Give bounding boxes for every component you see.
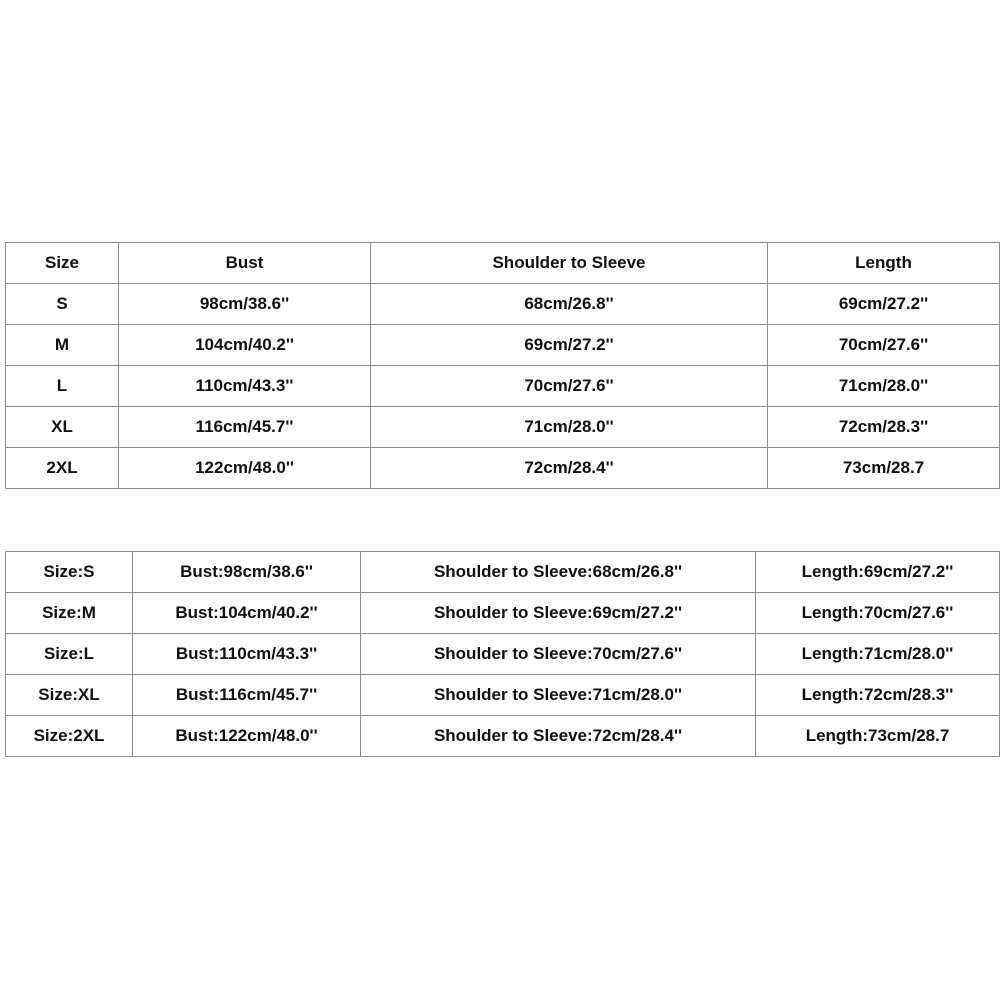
header-length: Length — [768, 243, 1000, 284]
cell-size: Size:L — [6, 634, 133, 675]
table-row — [6, 366, 1000, 407]
cell-size: Size:M — [6, 593, 133, 634]
cell-shoulder-to-sleeve: 70cm/27.6'' — [371, 366, 768, 407]
cell-size: XL — [6, 407, 119, 448]
table-row — [6, 634, 1000, 675]
table-row — [6, 675, 1000, 716]
table-row — [6, 284, 1000, 325]
table-row — [6, 325, 1000, 366]
cell-length: Length:70cm/27.6'' — [756, 593, 1000, 634]
header-size: Size — [6, 243, 119, 284]
cell-bust: Bust:116cm/45.7'' — [133, 675, 361, 716]
cell-bust: 110cm/43.3'' — [119, 366, 371, 407]
cell-shoulder-to-sleeve: 69cm/27.2'' — [371, 325, 768, 366]
cell-size: 2XL — [6, 448, 119, 489]
cell-length: 70cm/27.6'' — [768, 325, 1000, 366]
cell-length: Length:72cm/28.3'' — [756, 675, 1000, 716]
cell-length: 71cm/28.0'' — [768, 366, 1000, 407]
cell-size: Size:XL — [6, 675, 133, 716]
cell-shoulder-to-sleeve: 72cm/28.4'' — [371, 448, 768, 489]
cell-bust: Bust:98cm/38.6'' — [133, 552, 361, 593]
cell-length: Length:73cm/28.7 — [756, 716, 1000, 757]
size-chart-labeled-table — [5, 551, 1000, 757]
header-bust: Bust — [119, 243, 371, 284]
table-row — [6, 593, 1000, 634]
size-chart-table — [5, 242, 1000, 489]
cell-shoulder-to-sleeve: Shoulder to Sleeve:71cm/28.0'' — [361, 675, 756, 716]
cell-shoulder-to-sleeve: Shoulder to Sleeve:70cm/27.6'' — [361, 634, 756, 675]
cell-length: 72cm/28.3'' — [768, 407, 1000, 448]
cell-size: Size:S — [6, 552, 133, 593]
table-header-row — [6, 243, 1000, 284]
cell-bust: Bust:122cm/48.0'' — [133, 716, 361, 757]
cell-bust: 116cm/45.7'' — [119, 407, 371, 448]
cell-length: 69cm/27.2'' — [768, 284, 1000, 325]
cell-length: Length:69cm/27.2'' — [756, 552, 1000, 593]
cell-size: M — [6, 325, 119, 366]
table-row — [6, 448, 1000, 489]
cell-bust: 98cm/38.6'' — [119, 284, 371, 325]
cell-bust: 122cm/48.0'' — [119, 448, 371, 489]
table-row — [6, 552, 1000, 593]
cell-bust: 104cm/40.2'' — [119, 325, 371, 366]
cell-shoulder-to-sleeve: Shoulder to Sleeve:72cm/28.4'' — [361, 716, 756, 757]
cell-shoulder-to-sleeve: Shoulder to Sleeve:68cm/26.8'' — [361, 552, 756, 593]
cell-bust: Bust:104cm/40.2'' — [133, 593, 361, 634]
table-row — [6, 716, 1000, 757]
cell-size: Size:2XL — [6, 716, 133, 757]
cell-size: L — [6, 366, 119, 407]
cell-length: Length:71cm/28.0'' — [756, 634, 1000, 675]
cell-shoulder-to-sleeve: 68cm/26.8'' — [371, 284, 768, 325]
cell-shoulder-to-sleeve: Shoulder to Sleeve:69cm/27.2'' — [361, 593, 756, 634]
cell-shoulder-to-sleeve: 71cm/28.0'' — [371, 407, 768, 448]
cell-length: 73cm/28.7 — [768, 448, 1000, 489]
cell-size: S — [6, 284, 119, 325]
cell-bust: Bust:110cm/43.3'' — [133, 634, 361, 675]
header-shoulder-to-sleeve: Shoulder to Sleeve — [371, 243, 768, 284]
table-row — [6, 407, 1000, 448]
